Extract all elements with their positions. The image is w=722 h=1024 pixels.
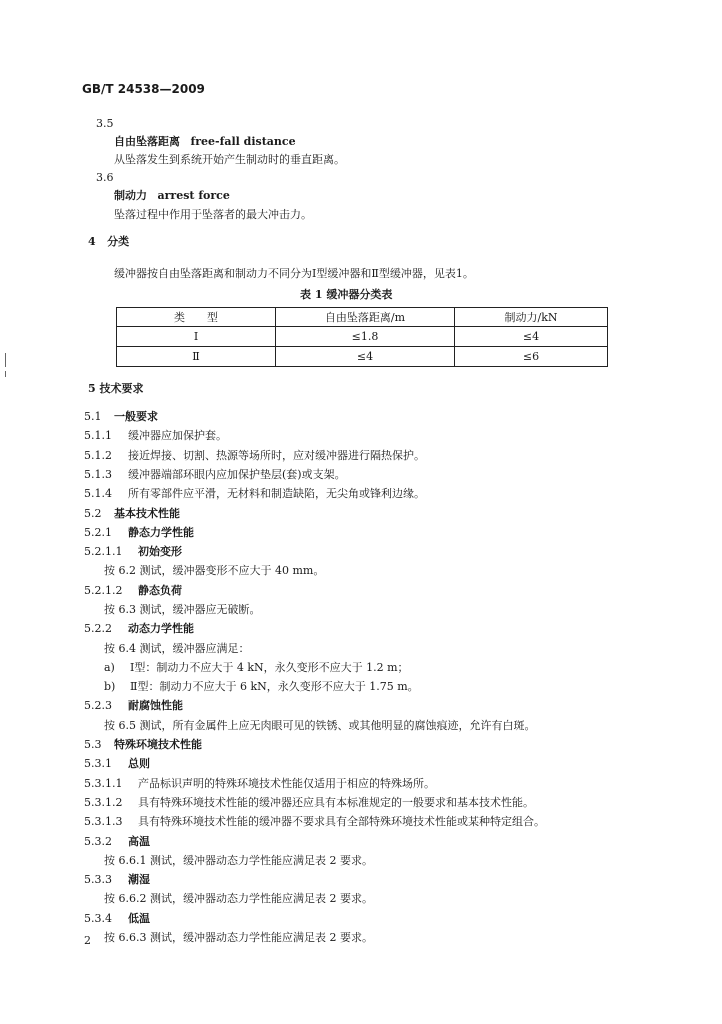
term-en: free-fall distance [190,135,296,148]
section-5-line [84,697,183,715]
section-5-line [84,505,180,523]
section-title: 分类 [107,235,130,248]
clause-text: 基本技术性能 [114,507,180,520]
clause-number: 5.2.3 [84,699,112,712]
table-header-row [117,308,608,327]
section-number: 4 [88,235,96,248]
section-5-heading: 5 技术要求 [88,382,144,395]
clause-text: 静态负荷 [138,584,182,597]
section-5-line [104,929,373,947]
clause-text: 耐腐蚀性能 [128,699,183,712]
clause-number: 5.2.1.2 [84,584,123,597]
clause-text: 按 6.3 测试，缓冲器应无破断。 [104,603,261,616]
section-5-line [104,659,409,677]
definition-text-3-5: 从坠落发生到系统开始产生制动时的垂直距离。 [114,153,345,166]
section-5-line [84,794,534,812]
clause-text: Ⅱ型：制动力不应大于 6 kN，永久变形不应大于 1.75 m。 [130,680,419,693]
section-5-line [104,852,373,870]
clause-number: a) [104,661,115,674]
section-5-line [84,408,158,426]
section-5-line [104,640,250,658]
section-5-line [84,543,182,561]
clause-text: 特殊环境技术性能 [114,738,202,751]
section-5-line [84,620,194,638]
clause-text: 接近焊接、切割、热源等场所时，应对缓冲器进行隔热保护。 [128,449,425,462]
table-header-cell: 自由坠落距离/m [276,308,455,327]
table-1-caption: 表 1 缓冲器分类表 [300,288,393,301]
table-cell: Ⅱ [117,347,276,367]
clause-number: 5.3.1.2 [84,796,123,809]
scan-margin-mark [5,371,6,377]
clause-number: b) [104,680,116,693]
clause-text: 缓冲器应加保护套。 [128,429,227,442]
clause-number: 5.2.2 [84,622,112,635]
clause-text: 按 6.6.2 测试，缓冲器动态力学性能应满足表 2 要求。 [104,892,373,905]
term-line-3-6 [114,187,230,205]
term-cn: 自由坠落距离 [114,135,180,148]
standard-code-header: GB/T 24538—2009 [82,82,205,96]
clause-number: 5.1.1 [84,429,112,442]
section-5-line [84,524,194,542]
clause-number: 5.3.2 [84,835,112,848]
section-5-line [84,427,227,445]
section-5-line [104,601,261,619]
section-5-line [104,890,373,908]
clause-number: 5.1.3 [84,468,112,481]
term-en: arrest force [157,189,230,202]
clause-text: 高温 [128,835,150,848]
scan-margin-mark [5,353,6,367]
table-cell: ≤4 [455,327,608,347]
clause-text: 动态力学性能 [128,622,194,635]
clause-text: 具有特殊环境技术性能的缓冲器不要求具有全部特殊环境技术性能或某种特定组合。 [138,815,545,828]
term-cn: 制动力 [114,189,147,202]
clause-text: 潮湿 [128,873,150,886]
section-5-line [84,485,425,503]
clause-number: 5.3.1.1 [84,777,123,790]
section-5-line [104,717,535,735]
clause-number: 5.1.4 [84,487,112,500]
section-5-line [84,833,150,851]
section-5-line [84,910,150,928]
clause-text: Ⅰ型：制动力不应大于 4 kN，永久变形不应大于 1.2 m； [130,661,409,674]
section-5-line [84,447,425,465]
clause-number-3-6: 3.6 [96,171,114,184]
table-cell: ≤1.8 [276,327,455,347]
section-5-line [84,755,150,773]
clause-number: 5.1 [84,410,102,423]
clause-number: 5.1.2 [84,449,112,462]
section-4-heading [88,233,129,251]
clause-text: 总则 [128,757,150,770]
clause-number: 5.3.3 [84,873,112,886]
table-row [117,327,608,347]
section-5-line [84,466,346,484]
section-5-line [84,871,150,889]
clause-number: 5.3.1 [84,757,112,770]
section-5-line [104,562,324,580]
clause-text: 按 6.6.3 测试，缓冲器动态力学性能应满足表 2 要求。 [104,931,373,944]
clause-text: 静态力学性能 [128,526,194,539]
clause-text: 初始变形 [138,545,182,558]
section-5-line [84,582,182,600]
clause-text: 具有特殊环境技术性能的缓冲器还应具有本标准规定的一般要求和基本技术性能。 [138,796,534,809]
clause-text: 按 6.6.1 测试，缓冲器动态力学性能应满足表 2 要求。 [104,854,373,867]
section-5-line [104,678,419,696]
definition-text-3-6: 坠落过程中作用于坠落者的最大冲击力。 [114,208,312,221]
clause-text: 按 6.2 测试，缓冲器变形不应大于 40 mm。 [104,564,325,577]
clause-text: 一般要求 [114,410,158,423]
clause-number-3-5: 3.5 [96,117,114,130]
clause-number: 5.2.1.1 [84,545,123,558]
clause-text: 按 6.4 测试，缓冲器应满足： [104,642,250,655]
table-cell: ≤6 [455,347,608,367]
clause-number: 5.3.1.3 [84,815,123,828]
clause-text: 缓冲器端部环眼内应加保护垫层(套)或支架。 [128,468,346,481]
section-5-line [84,736,202,754]
term-line-3-5 [114,133,296,151]
page-number: 2 [84,934,91,947]
clause-text: 按 6.5 测试，所有金属件上应无肉眼可见的铁锈、或其他明显的腐蚀痕迹，允许有白斑。 [104,719,536,732]
clause-text: 低温 [128,912,150,925]
clause-text: 产品标识声明的特殊环境技术性能仅适用于相应的特殊场所。 [138,777,435,790]
table-cell: ≤4 [276,347,455,367]
table-header-cell: 类 型 [117,308,276,327]
clause-number: 5.2.1 [84,526,112,539]
clause-number: 5.3 [84,738,102,751]
table-row [117,347,608,367]
section-4-text: 缓冲器按自由坠落距离和制动力不同分为Ⅰ型缓冲器和Ⅱ型缓冲器，见表1。 [114,267,474,280]
section-5-line [84,813,545,831]
table-header-cell: 制动力/kN [455,308,608,327]
clause-number: 5.3.4 [84,912,112,925]
clause-number: 5.2 [84,507,102,520]
section-5-line [84,775,435,793]
clause-text: 所有零部件应平滑，无材料和制造缺陷，无尖角或锋利边缘。 [128,487,425,500]
table-cell: Ⅰ [117,327,276,347]
table-1 [116,307,608,367]
